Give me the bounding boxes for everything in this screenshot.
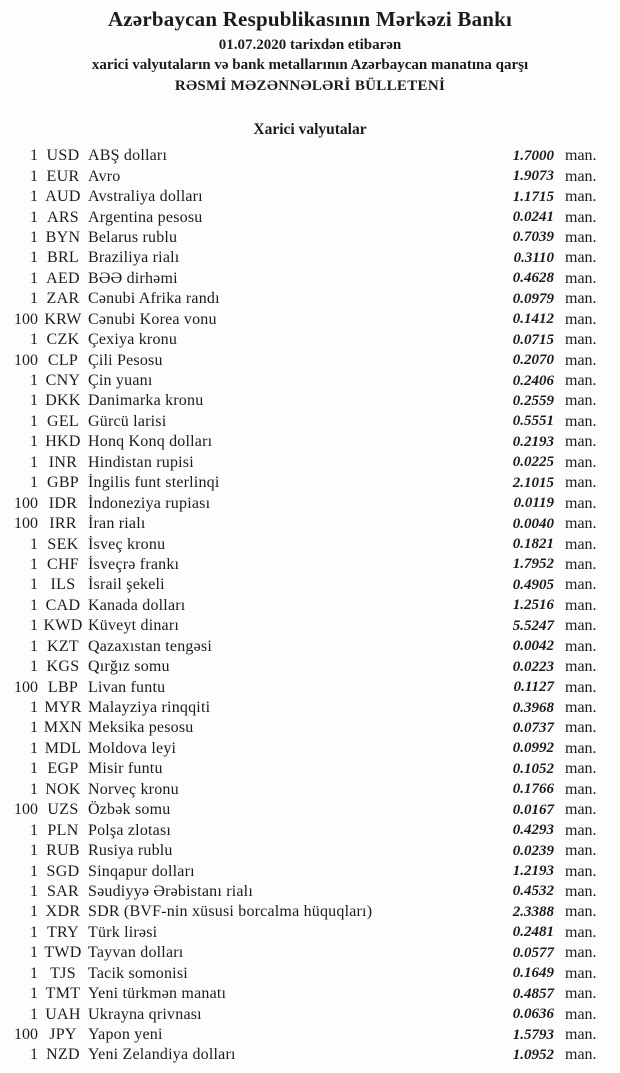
- currency-code-cell: SAR: [46, 882, 80, 900]
- unit-label-cell: man.: [565, 412, 597, 430]
- currency-name-cell: Livan funtu: [88, 678, 166, 696]
- quantity-cell: 1: [30, 290, 38, 308]
- currency-name-cell: Moldova leyi: [88, 739, 177, 757]
- quantity-cell: 1: [30, 1046, 38, 1064]
- currency-name-cell: Polşa zlotası: [88, 821, 172, 839]
- rate-value-cell: 0.3968: [512, 699, 554, 716]
- table-row: [0, 923, 620, 943]
- currency-name-cell: Avro: [88, 167, 121, 185]
- unit-label-cell: man.: [565, 453, 597, 471]
- table-row: [0, 718, 620, 738]
- currency-name-cell: Braziliya rialı: [88, 249, 180, 267]
- currency-code-cell: XDR: [45, 903, 81, 921]
- rate-value-cell: 0.2481: [512, 924, 554, 941]
- table-row: [0, 269, 620, 289]
- quantity-cell: 100: [14, 310, 38, 328]
- currency-name-cell: İran rialı: [88, 515, 146, 533]
- table-row: [0, 473, 620, 493]
- table-row: [0, 575, 620, 595]
- quantity-cell: 100: [14, 1026, 38, 1044]
- currency-name-cell: Misir funtu: [88, 760, 163, 778]
- table-row: [0, 657, 620, 677]
- table-row: [0, 514, 620, 534]
- rate-value-cell: 0.1649: [512, 965, 554, 982]
- rate-value-cell: 0.0715: [512, 331, 554, 348]
- unit-label-cell: man.: [565, 801, 597, 819]
- currency-code-cell: TRY: [46, 923, 80, 941]
- rate-value-cell: 0.1052: [512, 760, 554, 777]
- unit-label-cell: man.: [565, 821, 597, 839]
- rate-value-cell: 2.1015: [512, 474, 554, 491]
- currency-name-cell: Kanada dolları: [88, 596, 186, 614]
- unit-label-cell: man.: [565, 392, 597, 410]
- table-row: [0, 493, 620, 513]
- rate-value-cell: 0.0167: [512, 801, 554, 818]
- currency-code-cell: ARS: [46, 208, 80, 226]
- rate-value-cell: 0.0239: [512, 842, 554, 859]
- bank-title: Azərbaycan Respublikasının Mərkəzi Bankı: [107, 7, 513, 31]
- currency-code-cell: KGS: [46, 658, 80, 676]
- table-row: [0, 166, 620, 186]
- quantity-cell: 1: [30, 699, 38, 717]
- unit-label-cell: man.: [565, 474, 597, 492]
- subject-line: xarici valyutaların və bank metallarının Azərbaycan manatına qarşı: [91, 57, 529, 73]
- quantity-cell: 1: [30, 372, 38, 390]
- table-row: [0, 820, 620, 840]
- rate-value-cell: 0.1766: [512, 781, 554, 798]
- table-row: [0, 146, 620, 166]
- quantity-cell: 100: [14, 494, 38, 512]
- currency-name-cell: Avstraliya dolları: [88, 188, 203, 206]
- currency-name-cell: Ukrayna qrivnası: [88, 1005, 202, 1023]
- unit-label-cell: man.: [565, 1005, 597, 1023]
- currency-code-cell: CZK: [46, 331, 80, 349]
- quantity-cell: 1: [30, 249, 38, 267]
- quantity-cell: 1: [30, 596, 38, 614]
- rate-value-cell: 0.0737: [512, 719, 554, 736]
- table-row: [0, 739, 620, 759]
- currency-code-cell: USD: [46, 147, 80, 165]
- currency-name-cell: İsveç kronu: [88, 535, 166, 553]
- table-row: [0, 248, 620, 268]
- currency-name-cell: Malayziya rinqqiti: [88, 699, 211, 717]
- currency-code-cell: IDR: [48, 494, 78, 512]
- currency-name-cell: Belarus rublu: [88, 228, 178, 246]
- currency-code-cell: UAH: [45, 1005, 81, 1023]
- quantity-cell: 1: [30, 535, 38, 553]
- table-row: [0, 902, 620, 922]
- unit-label-cell: man.: [565, 494, 597, 512]
- quantity-cell: 1: [30, 760, 38, 778]
- quantity-cell: 1: [30, 637, 38, 655]
- table-row: [0, 1025, 620, 1045]
- quantity-cell: 1: [30, 474, 38, 492]
- currency-code-cell: MYR: [44, 699, 82, 717]
- currency-name-cell: Türk lirəsi: [88, 923, 158, 941]
- currency-name-cell: İngilis funt sterlinqi: [88, 474, 220, 492]
- rate-value-cell: 1.2516: [512, 597, 554, 614]
- rate-value-cell: 2.3388: [512, 903, 554, 920]
- unit-label-cell: man.: [565, 188, 597, 206]
- rate-value-cell: 0.4857: [512, 985, 554, 1002]
- currency-code-cell: HKD: [45, 433, 81, 451]
- unit-label-cell: man.: [565, 290, 597, 308]
- currency-code-cell: CHF: [46, 555, 80, 573]
- quantity-cell: 1: [30, 208, 38, 226]
- rate-value-cell: 0.4293: [512, 822, 554, 839]
- currency-code-cell: CLP: [47, 351, 79, 369]
- table-row: [0, 861, 620, 881]
- unit-label-cell: man.: [565, 842, 597, 860]
- quantity-cell: 1: [30, 944, 38, 962]
- currency-code-cell: JPY: [49, 1026, 77, 1044]
- quantity-cell: 1: [30, 985, 38, 1003]
- rate-value-cell: 0.0241: [512, 209, 554, 226]
- unit-label-cell: man.: [565, 351, 597, 369]
- exchange-rates-table: [0, 146, 620, 1066]
- table-row: [0, 596, 620, 616]
- currency-code-cell: SGD: [46, 862, 80, 880]
- rate-value-cell: 0.2070: [512, 352, 554, 369]
- quantity-cell: 1: [30, 412, 38, 430]
- unit-label-cell: man.: [565, 678, 597, 696]
- quantity-cell: 100: [14, 678, 38, 696]
- rate-value-cell: 0.2559: [512, 392, 554, 409]
- currency-name-cell: BƏƏ dirhəmi: [88, 269, 178, 287]
- rate-value-cell: 1.7000: [512, 147, 554, 164]
- currency-name-cell: ABŞ dolları: [88, 147, 168, 165]
- table-row: [0, 964, 620, 984]
- rate-value-cell: 0.3110: [513, 249, 554, 266]
- currency-code-cell: KWD: [43, 617, 83, 635]
- quantity-cell: 1: [30, 1005, 38, 1023]
- quantity-cell: 1: [30, 167, 38, 185]
- currency-name-cell: Çexiya kronu: [88, 331, 178, 349]
- unit-label-cell: man.: [565, 1046, 597, 1064]
- currency-code-cell: IRR: [49, 515, 77, 533]
- unit-label-cell: man.: [565, 760, 597, 778]
- quantity-cell: 1: [30, 923, 38, 941]
- currency-code-cell: ZAR: [46, 290, 80, 308]
- table-row: [0, 453, 620, 473]
- rate-value-cell: 0.2193: [512, 433, 554, 450]
- quantity-cell: 1: [30, 842, 38, 860]
- currency-name-cell: İsrail şekeli: [88, 576, 165, 594]
- quantity-cell: 1: [30, 331, 38, 349]
- quantity-cell: 1: [30, 392, 38, 410]
- currency-name-cell: Səudiyyə Ərəbistanı rialı: [88, 882, 253, 900]
- rate-value-cell: 0.0040: [512, 515, 554, 532]
- unit-label-cell: man.: [565, 985, 597, 1003]
- table-row: [0, 330, 620, 350]
- currency-code-cell: PLN: [47, 821, 79, 839]
- rate-value-cell: 0.1127: [513, 679, 554, 696]
- quantity-cell: 100: [14, 515, 38, 533]
- quantity-cell: 1: [30, 658, 38, 676]
- unit-label-cell: man.: [565, 719, 597, 737]
- table-row: [0, 800, 620, 820]
- currency-name-cell: Honq Konq dolları: [88, 433, 213, 451]
- document-header: [0, 0, 620, 95]
- quantity-cell: 1: [30, 555, 38, 573]
- currency-name-cell: İsveçrə frankı: [88, 555, 180, 573]
- unit-label-cell: man.: [565, 944, 597, 962]
- table-row: [0, 371, 620, 391]
- quantity-cell: 1: [30, 739, 38, 757]
- rate-value-cell: 0.5551: [512, 413, 554, 430]
- currency-name-cell: Küveyt dinarı: [88, 617, 180, 635]
- table-row: [0, 677, 620, 697]
- rate-value-cell: 0.0042: [512, 638, 554, 655]
- unit-label-cell: man.: [565, 433, 597, 451]
- section-title-foreign-currencies: Xarici valyutalar: [253, 121, 367, 138]
- currency-code-cell: MXN: [43, 719, 83, 737]
- rate-value-cell: 1.0952: [512, 1046, 554, 1063]
- currency-code-cell: GEL: [46, 412, 79, 430]
- unit-label-cell: man.: [565, 617, 597, 635]
- unit-label-cell: man.: [565, 780, 597, 798]
- currency-name-cell: Argentina pesosu: [88, 208, 203, 226]
- currency-code-cell: EGP: [47, 760, 79, 778]
- currency-code-cell: BYN: [45, 228, 81, 246]
- currency-name-cell: Tayvan dolları: [88, 944, 184, 962]
- currency-name-cell: Çin yuanı: [88, 372, 153, 390]
- rate-value-cell: 0.0992: [512, 740, 554, 757]
- table-row: [0, 187, 620, 207]
- quantity-cell: 1: [30, 719, 38, 737]
- unit-label-cell: man.: [565, 739, 597, 757]
- unit-label-cell: man.: [565, 699, 597, 717]
- currency-name-cell: Hindistan rupisi: [88, 453, 194, 471]
- currency-name-cell: Norveç kronu: [88, 780, 179, 798]
- table-row: [0, 1045, 620, 1065]
- currency-code-cell: NZD: [46, 1046, 80, 1064]
- quantity-cell: 1: [30, 617, 38, 635]
- table-row: [0, 841, 620, 861]
- unit-label-cell: man.: [565, 576, 597, 594]
- currency-code-cell: KRW: [44, 310, 82, 328]
- currency-code-cell: AED: [46, 269, 80, 287]
- effective-date-line: 01.07.2020 tarixdən etibarən: [218, 37, 402, 53]
- table-row: [0, 616, 620, 636]
- currency-code-cell: CNY: [45, 372, 81, 390]
- currency-code-cell: EUR: [46, 167, 80, 185]
- unit-label-cell: man.: [565, 535, 597, 553]
- currency-name-cell: SDR (BVF-nin xüsusi borcalma hüquqları): [88, 903, 373, 921]
- table-row: [0, 759, 620, 779]
- rate-value-cell: 1.9073: [512, 168, 554, 185]
- rate-value-cell: 0.0979: [512, 290, 554, 307]
- table-row: [0, 432, 620, 452]
- currency-code-cell: RUB: [46, 842, 80, 860]
- unit-label-cell: man.: [565, 515, 597, 533]
- unit-label-cell: man.: [565, 147, 597, 165]
- currency-code-cell: MDL: [44, 739, 82, 757]
- currency-name-cell: Yapon yeni: [88, 1026, 163, 1044]
- rate-value-cell: 1.7952: [512, 556, 554, 573]
- unit-label-cell: man.: [565, 555, 597, 573]
- unit-label-cell: man.: [565, 596, 597, 614]
- table-row: [0, 780, 620, 800]
- table-row: [0, 412, 620, 432]
- quantity-cell: 1: [30, 228, 38, 246]
- unit-label-cell: man.: [565, 372, 597, 390]
- currency-code-cell: UZS: [47, 801, 79, 819]
- currency-code-cell: KZT: [46, 637, 79, 655]
- unit-label-cell: man.: [565, 167, 597, 185]
- currency-name-cell: Çili Pesosu: [88, 351, 163, 369]
- rate-value-cell: 0.4905: [512, 576, 554, 593]
- unit-label-cell: man.: [565, 637, 597, 655]
- table-row: [0, 882, 620, 902]
- quantity-cell: 1: [30, 821, 38, 839]
- currency-name-cell: Tacik somonisi: [88, 964, 188, 982]
- unit-label-cell: man.: [565, 249, 597, 267]
- currency-code-cell: CAD: [45, 596, 81, 614]
- rate-value-cell: 0.0119: [513, 495, 554, 512]
- currency-name-cell: Danimarka kronu: [88, 392, 204, 410]
- currency-name-cell: Özbək somu: [88, 801, 171, 819]
- unit-label-cell: man.: [565, 882, 597, 900]
- unit-label-cell: man.: [565, 269, 597, 287]
- rate-value-cell: 0.0225: [512, 454, 554, 471]
- currency-code-cell: GBP: [46, 474, 80, 492]
- currency-name-cell: Meksika pesosu: [88, 719, 194, 737]
- unit-label-cell: man.: [565, 228, 597, 246]
- bulletin-title: RƏSMİ MƏZƏNNƏLƏRİ BÜLLETENİ: [174, 78, 446, 94]
- currency-name-cell: Cənubi Afrika randı: [88, 290, 220, 308]
- quantity-cell: 1: [30, 903, 38, 921]
- rate-value-cell: 1.2193: [512, 863, 554, 880]
- currency-code-cell: ILS: [50, 576, 76, 594]
- unit-label-cell: man.: [565, 658, 597, 676]
- table-row: [0, 534, 620, 554]
- table-row: [0, 391, 620, 411]
- quantity-cell: 1: [30, 882, 38, 900]
- rate-value-cell: 0.4532: [512, 883, 554, 900]
- table-row: [0, 555, 620, 575]
- currency-name-cell: Rusiya rublu: [88, 842, 173, 860]
- quantity-cell: 100: [14, 801, 38, 819]
- quantity-cell: 1: [30, 862, 38, 880]
- currency-name-cell: Cənubi Korea vonu: [88, 310, 217, 328]
- currency-code-cell: INR: [48, 453, 78, 471]
- rate-value-cell: 0.0577: [512, 944, 554, 961]
- quantity-cell: 100: [14, 351, 38, 369]
- quantity-cell: 1: [30, 147, 38, 165]
- rate-value-cell: 1.5793: [512, 1026, 554, 1043]
- unit-label-cell: man.: [565, 964, 597, 982]
- table-row: [0, 310, 620, 330]
- rate-value-cell: 0.0636: [512, 1006, 554, 1023]
- currency-name-cell: Gürcü larisi: [88, 412, 167, 430]
- currency-code-cell: LBP: [47, 678, 79, 696]
- currency-code-cell: TMT: [45, 985, 81, 1003]
- rate-value-cell: 0.0223: [512, 658, 554, 675]
- rate-value-cell: 1.1715: [512, 188, 554, 205]
- quantity-cell: 1: [30, 453, 38, 471]
- unit-label-cell: man.: [565, 923, 597, 941]
- unit-label-cell: man.: [565, 310, 597, 328]
- currency-name-cell: Yeni Zelandiya dolları: [88, 1046, 236, 1064]
- quantity-cell: 1: [30, 576, 38, 594]
- currency-code-cell: DKK: [45, 392, 81, 410]
- currency-code-cell: TWD: [44, 944, 82, 962]
- quantity-cell: 1: [30, 780, 38, 798]
- table-row: [0, 228, 620, 248]
- table-row: [0, 984, 620, 1004]
- table-row: [0, 943, 620, 963]
- quantity-cell: 1: [30, 188, 38, 206]
- rate-value-cell: 0.7039: [512, 229, 554, 246]
- rate-value-cell: 5.5247: [512, 617, 554, 634]
- currency-code-cell: SEK: [47, 535, 79, 553]
- quantity-cell: 1: [30, 964, 38, 982]
- unit-label-cell: man.: [565, 862, 597, 880]
- currency-name-cell: Qırğız somu: [88, 658, 170, 676]
- currency-code-cell: AUD: [45, 188, 81, 206]
- rate-value-cell: 0.4628: [512, 270, 554, 287]
- currency-name-cell: İndoneziya rupiası: [88, 494, 211, 512]
- table-row: [0, 350, 620, 370]
- table-row: [0, 1004, 620, 1024]
- rate-value-cell: 0.1821: [512, 536, 554, 553]
- rate-value-cell: 0.1412: [512, 311, 554, 328]
- unit-label-cell: man.: [565, 903, 597, 921]
- table-row: [0, 289, 620, 309]
- table-row: [0, 637, 620, 657]
- unit-label-cell: man.: [565, 331, 597, 349]
- currency-code-cell: NOK: [45, 780, 81, 798]
- quantity-cell: 1: [30, 269, 38, 287]
- currency-name-cell: Sinqapur dolları: [88, 862, 195, 880]
- currency-name-cell: Yeni türkmən manatı: [88, 985, 227, 1003]
- quantity-cell: 1: [30, 433, 38, 451]
- currency-name-cell: Qazaxıstan tengəsi: [88, 637, 212, 655]
- currency-code-cell: TJS: [50, 964, 76, 982]
- unit-label-cell: man.: [565, 1026, 597, 1044]
- table-row: [0, 698, 620, 718]
- table-row: [0, 207, 620, 227]
- currency-code-cell: BRL: [46, 249, 80, 267]
- unit-label-cell: man.: [565, 208, 597, 226]
- rate-value-cell: 0.2406: [512, 372, 554, 389]
